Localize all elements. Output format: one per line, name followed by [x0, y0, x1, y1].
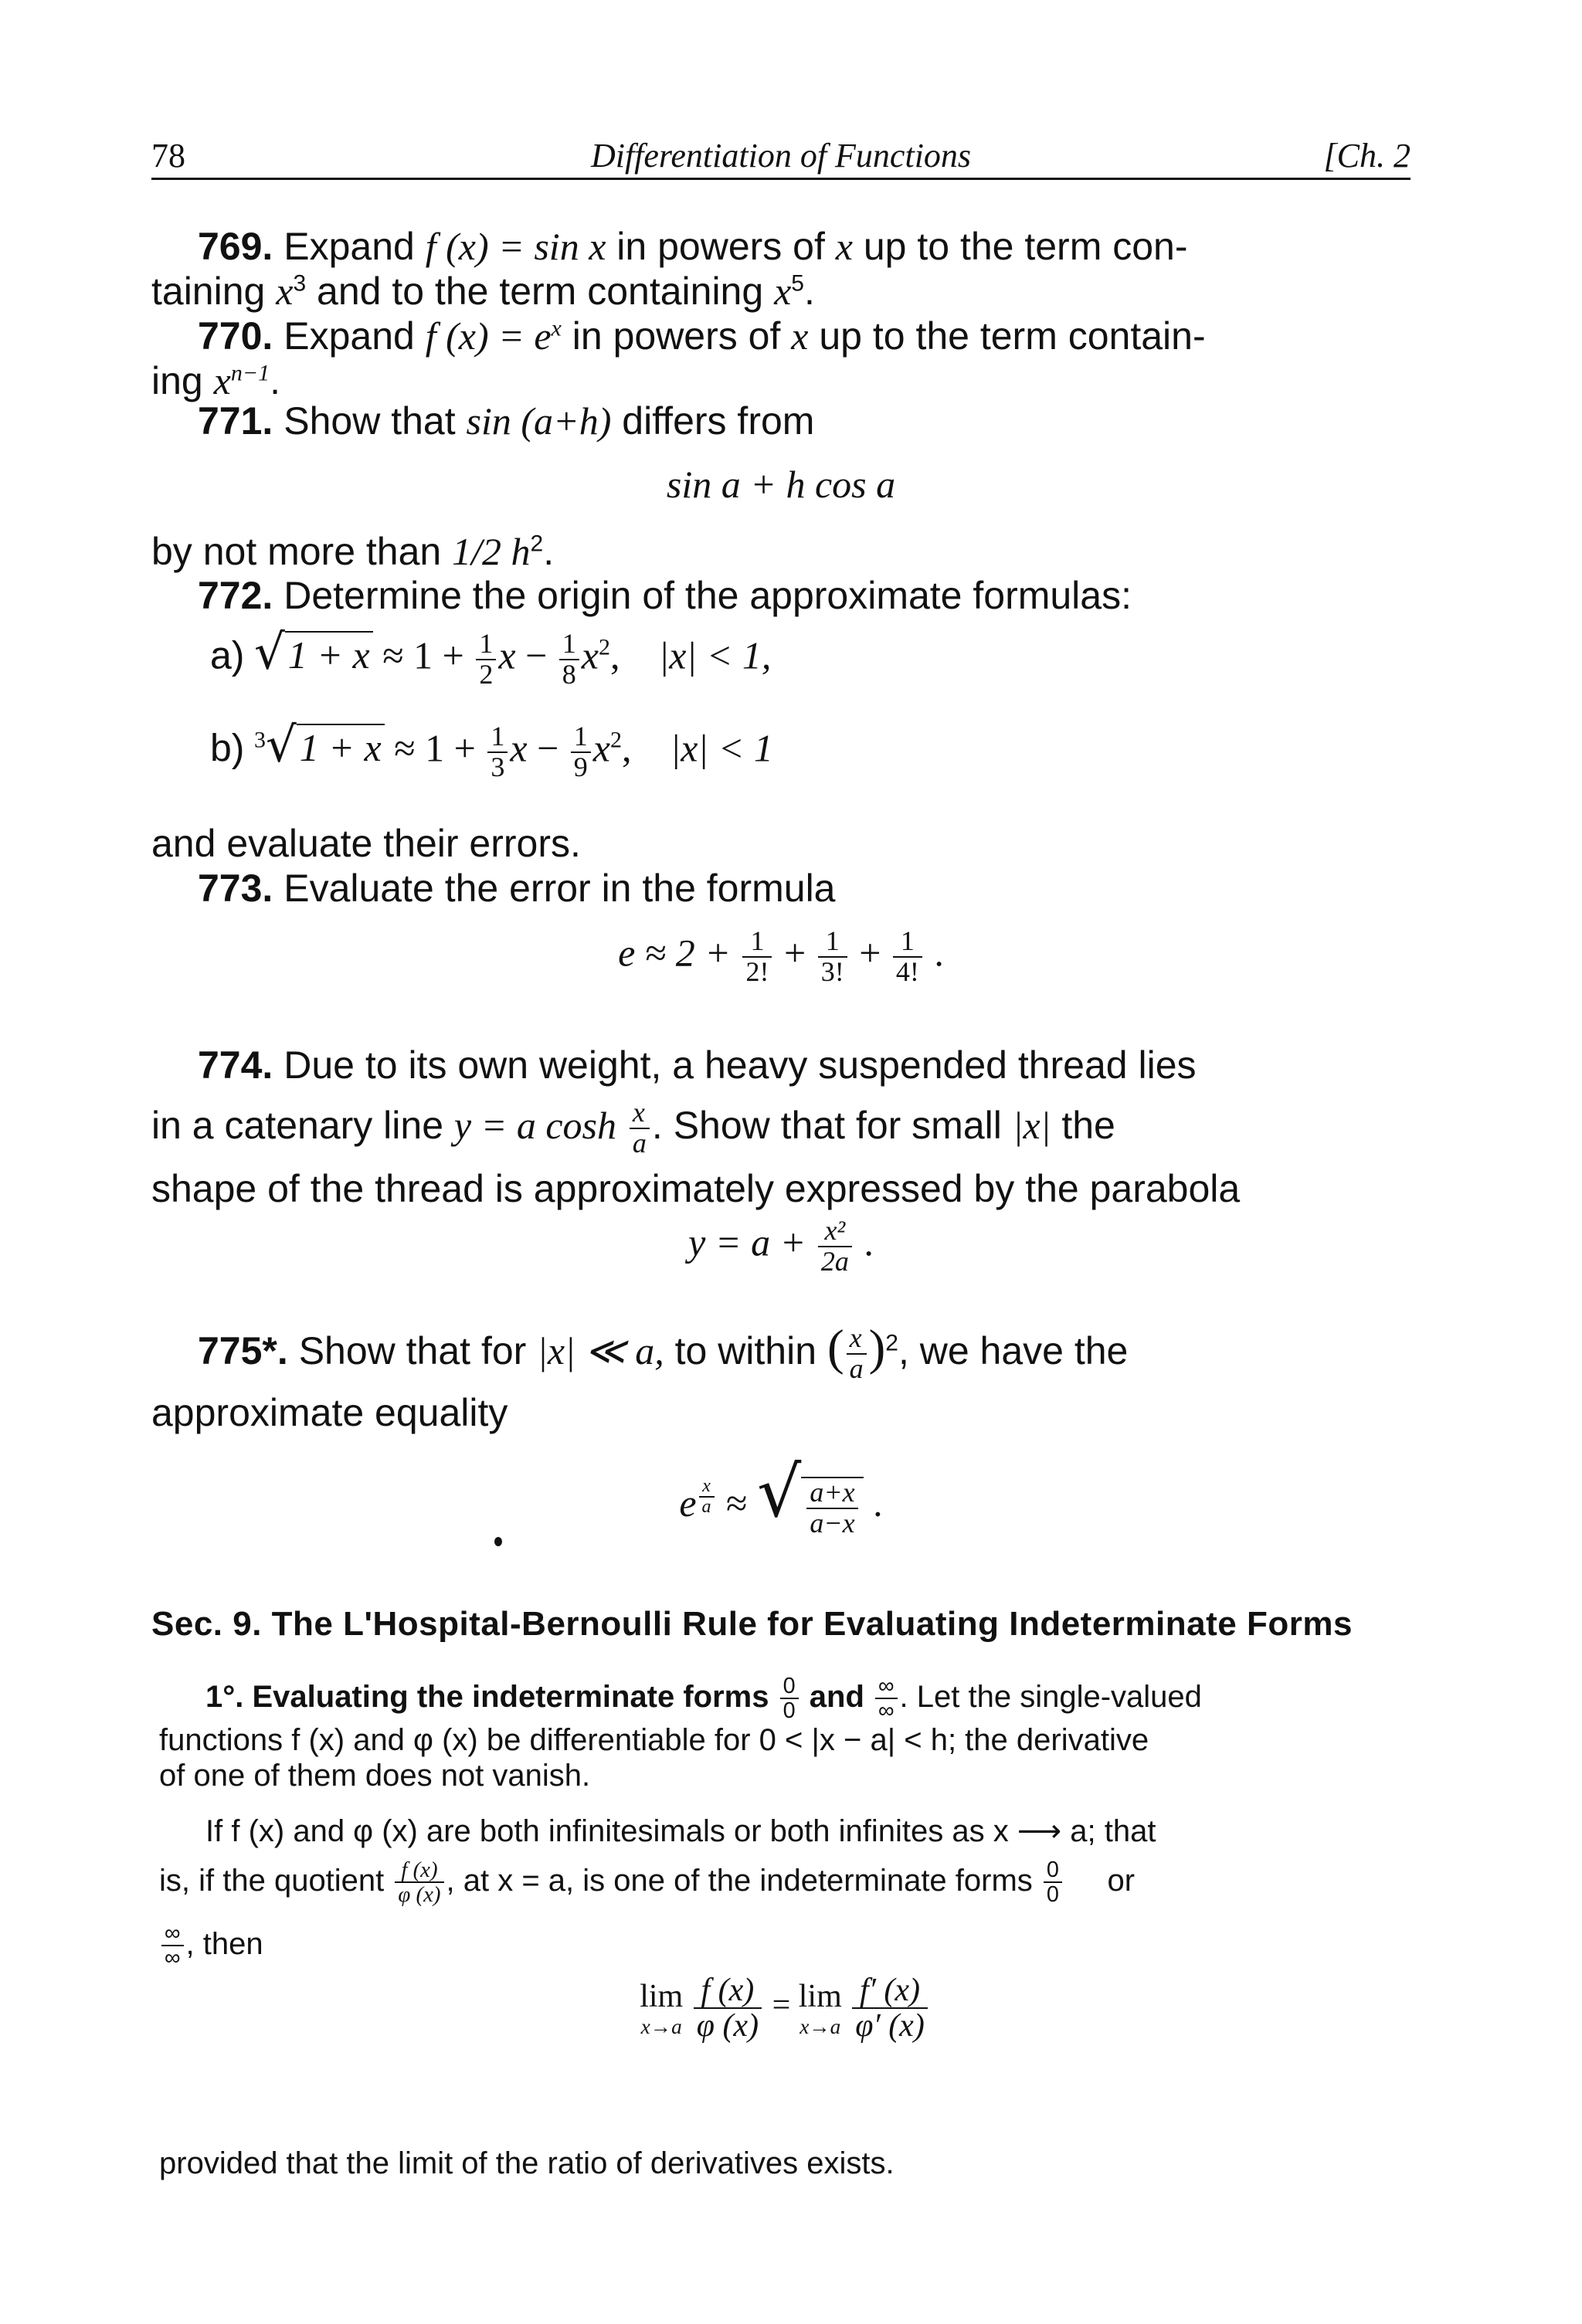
formula-772b: b) $^3$√1 + x ≈ 1 + $\frac{1}{3}$ x − $\frac{1}{9}$ $x^2$, |x| < 1 — [210, 716, 773, 782]
fraction: $\frac{f (x)}{\varphi (x)}$ — [694, 1973, 762, 2043]
lhospital-formula: lim x→a $\frac{f (x)}{\varphi (x)}$ = lim x→a $\frac{f' (x)}{\varphi' (x)}$ — [159, 1973, 1411, 2043]
section-paragraph-2-line2: is, if the quotient $\frac{f (x)}{\varphi (x)}$ , at x = a, is one of the indeterminate forms $\frac{0}{0}$ or — [159, 1858, 1136, 1908]
formula-774: y = a + $\frac{\text{x²}}{2a}$ . — [688, 1215, 874, 1277]
fraction: $\frac{1}{9}$ — [571, 722, 591, 782]
problem-771-tail: by not more than 1/2 $h^2$. — [151, 530, 555, 573]
fraction: $\frac{\infty}{\infty}$ — [161, 1922, 184, 1969]
chapter-marker: [Ch. 2 — [1323, 137, 1411, 175]
fraction: $\frac{0}{0}$ — [780, 1674, 799, 1722]
sqrt-icon: √ — [757, 1452, 802, 1533]
problem-770: 770. Expand f $(x) = e^x$ in powers of x up to the term contain- ing $x^{n-1}$. — [151, 314, 1206, 402]
fraction: $\frac{1}{2!}$ — [742, 927, 772, 987]
running-header — [151, 136, 1411, 180]
formula-772a: a) √1 + x ≈ 1 + $\frac{1}{2}$ x − $\frac{1}{8}$ $x^2$, |x| < 1, — [210, 623, 772, 690]
closing-sentence: provided that the limit of the ratio of derivatives exists. — [159, 2146, 895, 2180]
problem-773: 773. Evaluate the error in the formula — [198, 867, 836, 910]
cube-root-icon: √ — [265, 716, 297, 773]
fraction: $\frac{f (x)}{\varphi (x)}$ — [395, 1858, 443, 1906]
problem-772: 772. Determine the origin of the approximate formulas: — [198, 574, 1132, 617]
fraction: $\frac{x}{a}$ — [847, 1324, 867, 1384]
fraction: $\frac{\text{x²}}{2a}$ — [818, 1216, 852, 1277]
sqrt-icon: √ — [253, 623, 285, 680]
problem-775: 775*. Show that for |x| ≪ a, to within ( $\frac{x}{a}$ )$^2$, we have the approximate equality — [151, 1320, 1129, 1434]
section-heading: Sec. 9. The L'Hospital-Bernoulli Rule for Evaluating Indeterminate Forms — [151, 1605, 1353, 1643]
fraction: $\frac{\infty}{\infty}$ — [875, 1674, 898, 1722]
section-then: $\frac{\infty}{\infty}$ , then — [159, 1922, 468, 1969]
fraction: $\frac{0}{0}$ — [1044, 1858, 1062, 1906]
fraction: $\frac{1}{2}$ — [476, 629, 496, 690]
page-number: 78 — [151, 137, 185, 175]
running-title: Differentiation of Functions — [590, 137, 972, 175]
section-paragraph-1: 1°. Evaluating the indeterminate forms $\frac{0}{0}$ and $\frac{\infty}{\infty}$ . Let the single-valued functions f (x) and φ (x) be differentiable for 0 < |x − a| < h; the derivative of one of them does not vanish. — [159, 1674, 1202, 1793]
fraction: $\frac{a+x}{a-x}$ — [806, 1478, 857, 1539]
formula-773: e ≈ 2 + $\frac{1}{2!}$ + $\frac{1}{3!}$ + $\frac{1}{4!}$ . — [618, 925, 944, 987]
section-paragraph-2: If f (x) and φ (x) are both infinitesimals or both infinites as x ⟶ a; that — [205, 1814, 1156, 1848]
problem-769: 769. Expand f (x) = sin x in powers of x up to the term con- taining $x^3$ and to the term containing $x^5$. — [151, 225, 1188, 313]
fraction: x a — [699, 1477, 715, 1517]
problem-774: 774. Due to its own weight, a heavy suspended thread lies in a catenary line y = a cosh $\frac{x}{a}$ . Show that for small |x| the shape of the thread is approximately expressed by the parabola — [151, 1043, 1241, 1210]
fraction: $\frac{x}{a}$ — [630, 1098, 650, 1159]
problem-771: 771. Show that sin (a+h) differs from — [198, 399, 815, 443]
fraction: $\frac{f' (x)}{\varphi' (x)}$ — [852, 1973, 928, 2043]
stray-mark — [494, 1537, 502, 1546]
fraction: $\frac{1}{3}$ — [487, 722, 508, 782]
problem-772-tail: and evaluate their errors. — [151, 822, 581, 865]
fraction: $\frac{1}{4!}$ — [893, 927, 922, 987]
formula-775: e $^{\frac{x}{a}}$ ≈ √ $\frac{a+x}{a-x}$ . — [679, 1452, 883, 1539]
fraction: $\frac{1}{3!}$ — [818, 927, 847, 987]
fraction: $\frac{1}{8}$ — [559, 629, 579, 690]
formula-771: sin a + h cos a — [666, 463, 896, 506]
